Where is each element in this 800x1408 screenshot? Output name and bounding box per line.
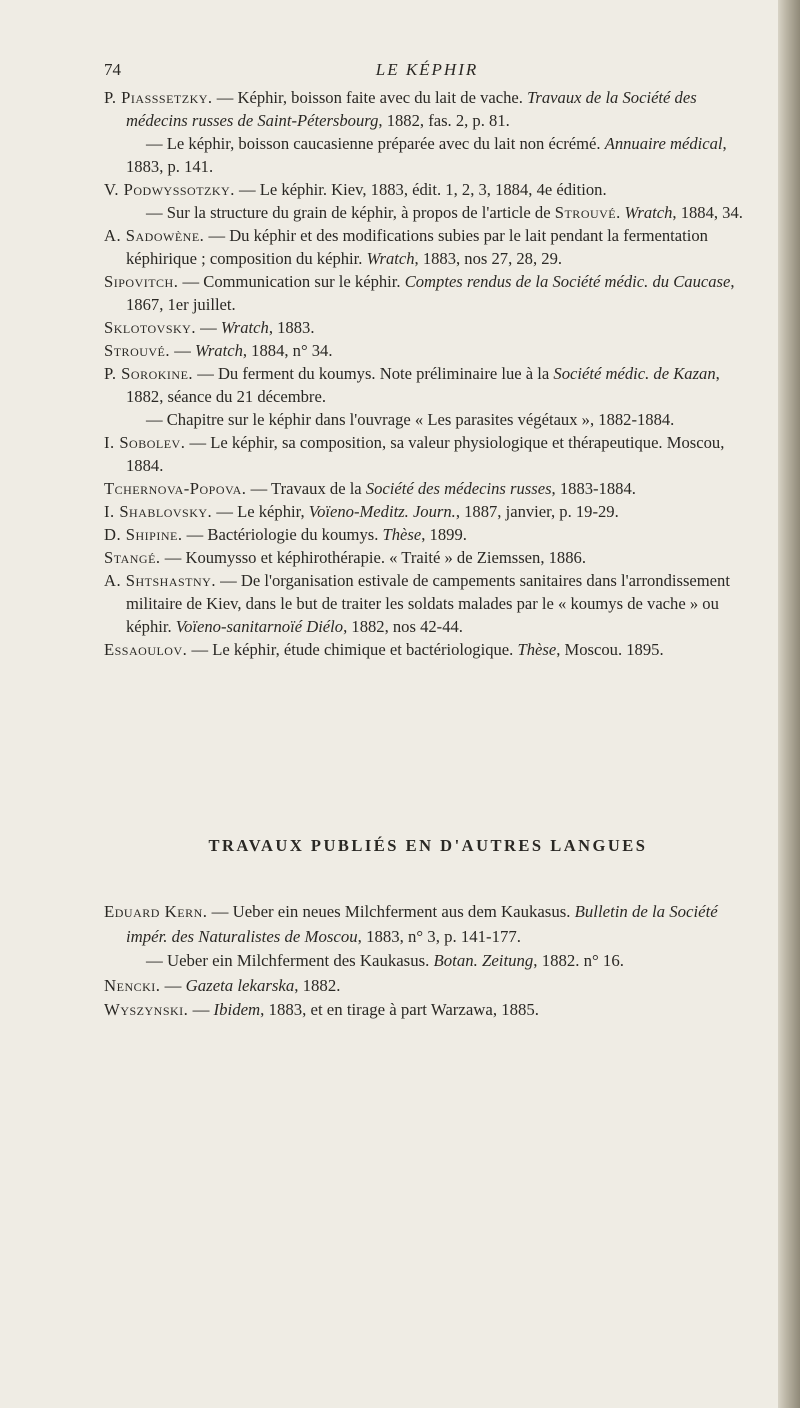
entry-text: , 1883, p. 141. <box>126 134 727 176</box>
entry-author: Eduard Kern. <box>104 902 208 921</box>
entry-text: — Le képhir. Kiev, 1883, édit. 1, 2, 3, 1884, 4e édition. <box>234 180 607 199</box>
entry-text: — Le képhir, boisson caucasienne préparée avec du lait non écrémé. <box>146 134 605 153</box>
entry-italic: Société médic. de Kazan <box>553 364 716 383</box>
entry-text: , 1882. <box>294 975 341 995</box>
entry-italic: Société des médecins russes <box>365 479 552 498</box>
entry-text: — Le képhir, étude chimique et bactériologique. <box>187 640 518 659</box>
bibliography-entry <box>104 500 752 523</box>
entry-smallcaps: Strouvé <box>554 203 617 222</box>
entry-author: Stangé. <box>104 548 161 567</box>
entry-text: , 1887, janvier, p. 19-29. <box>455 502 619 521</box>
running-header <box>104 60 750 84</box>
entry-italic: Voïeno-Meditz. Journ. <box>308 502 456 521</box>
bibliography-entry <box>104 201 752 224</box>
entry-text: — Bactériologie du koumys. <box>182 525 383 544</box>
bibliography-entry <box>104 638 752 661</box>
entry-author: P. Piasssetzky. <box>104 88 213 107</box>
entry-text: — Du képhir et des modifications subies par le lait pendant la fermentation képhirique ; composition du képhir. <box>126 226 708 268</box>
page-binding-edge <box>778 0 800 1408</box>
entry-text: , 1882. n° 16. <box>533 951 624 970</box>
bibliography-entry <box>104 523 752 546</box>
entry-text: — Képhir, boisson faite avec du lait de vache. <box>212 88 528 107</box>
bibliography-entry <box>104 900 752 949</box>
entry-text: , 1882, séance du 21 décembre. <box>126 364 720 406</box>
entry-text: , 1882, nos 42-44. <box>343 617 463 636</box>
entry-author: Essaoulov. <box>104 640 188 659</box>
entry-italic: Annuaire médical <box>604 134 723 153</box>
bibliography-french <box>104 86 752 661</box>
entry-author: Wyszynski. <box>104 1000 189 1019</box>
bibliography-entry <box>104 431 752 477</box>
entry-author: Nencki. <box>104 975 161 995</box>
entry-author: P. Sorokine. <box>104 364 194 383</box>
bibliography-entry <box>104 477 752 500</box>
entry-text: — De l'organisation estivale de campements sanitaires dans l'arrondissement militaire de Kiev, dans le but de traiter les soldats malades par le « koumys de vache » ou képhir. <box>126 571 730 636</box>
entry-text: , 1884, 34. <box>672 203 743 222</box>
entry-text: — <box>170 341 195 360</box>
bibliography-entry <box>104 132 752 178</box>
bibliography-entry <box>104 270 752 316</box>
bibliography-entry <box>104 408 752 431</box>
page-number: 74 <box>104 60 121 79</box>
section-heading: TRAVAUX PUBLIÉS EN D'AUTRES LANGUES <box>208 836 648 855</box>
entry-text: , 1899. <box>421 525 467 544</box>
entry-text: — <box>160 975 186 995</box>
entry-text: — Du ferment du koumys. Note préliminaire lue à la <box>193 364 554 383</box>
entry-italic: Voïeno-sanitarnoïé Diélo <box>175 617 344 636</box>
entry-text: — Sur la structure du grain de képhir, à propos de l'article de <box>146 203 555 222</box>
bibliography-entry <box>104 178 752 201</box>
entry-italic: Thèse <box>517 640 557 659</box>
bibliography-entry <box>104 569 752 638</box>
entry-text: — Koumysso et képhirothérapie. « Traité » de Ziemssen, 1886. <box>160 548 586 567</box>
entry-text: , 1884, n° 34. <box>242 341 333 360</box>
entry-text: — Communication sur le képhir. <box>178 272 405 291</box>
entry-italic: Ibidem <box>213 1000 261 1019</box>
entry-italic: Wratch <box>366 249 415 268</box>
entry-author: I. Shablovsky. <box>104 502 213 521</box>
entry-text: , 1883, n° 3, p. 141-177. <box>357 926 522 946</box>
entry-author: Strouvé. <box>104 341 171 360</box>
running-title: LE KÉPHIR <box>375 60 479 79</box>
entry-text: , 1882, fas. 2, p. 81. <box>378 111 510 130</box>
entry-author: D. Shipine. <box>104 525 183 544</box>
bibliography-entry <box>104 546 752 569</box>
bibliography-other-languages <box>104 900 752 1023</box>
bibliography-entry <box>104 86 752 132</box>
entry-text: — Chapitre sur le képhir dans l'ouvrage « Les parasites végétaux », 1882-1884. <box>146 410 675 429</box>
entry-author: A. Shtshastny. <box>104 571 216 590</box>
bibliography-entry <box>104 949 752 974</box>
entry-text: — Ueber ein Milchferment des Kaukasus. <box>146 951 434 970</box>
entry-text: — Le képhir, sa composition, sa valeur physiologique et thérapeutique. Moscou, 1884. <box>126 433 725 475</box>
entry-text: — Ueber ein neues Milchferment aus dem Kaukasus. <box>207 902 575 921</box>
entry-author: I. Sobolev. <box>104 433 186 452</box>
entry-text: , 1883, et en tirage à part Warzawa, 1885. <box>260 1000 540 1019</box>
entry-author: A. Sadowène. <box>104 226 205 245</box>
entry-text: — Travaux de la <box>246 479 366 498</box>
entry-author: Tchernova-Popova. <box>104 479 247 498</box>
entry-italic: Gazeta lekarska <box>185 975 295 995</box>
entry-text: — <box>196 318 221 337</box>
bibliography-entry <box>104 362 752 408</box>
entry-italic: Bulletin de la Société impér. des Naturalistes de Moscou <box>126 902 718 946</box>
entry-italic: Wratch <box>220 318 269 337</box>
entry-author: Sklotovsky. <box>104 318 196 337</box>
entry-italic: Wratch <box>624 203 673 222</box>
entry-italic: Travaux de la Société des médecins russes de Saint-Pétersbourg <box>126 88 697 130</box>
bibliography-entry <box>104 974 752 999</box>
entry-text: — Le képhir, <box>212 502 309 521</box>
entry-italic: Wratch <box>194 341 243 360</box>
entry-italic: Comptes rendus de la Société médic. du Caucase <box>404 272 731 291</box>
entry-text: — <box>188 1000 214 1019</box>
entry-italic: Botan. Zeitung <box>433 951 534 970</box>
bibliography-entry <box>104 316 752 339</box>
entry-text: , Moscou. 1895. <box>556 640 664 659</box>
entry-italic: Thèse <box>382 525 422 544</box>
bibliography-entry <box>104 339 752 362</box>
entry-text: , 1883, nos 27, 28, 29. <box>414 249 563 268</box>
bibliography-entry <box>104 224 752 270</box>
entry-text: . <box>616 203 625 222</box>
bibliography-entry <box>104 998 752 1023</box>
entry-text: , 1883. <box>268 318 315 337</box>
entry-text: , 1883-1884. <box>551 479 636 498</box>
entry-author: Sipovitch. <box>104 272 179 291</box>
entry-text: , 1867, 1er juillet. <box>126 272 735 314</box>
entry-author: V. Podwyssotzky. <box>104 180 235 199</box>
